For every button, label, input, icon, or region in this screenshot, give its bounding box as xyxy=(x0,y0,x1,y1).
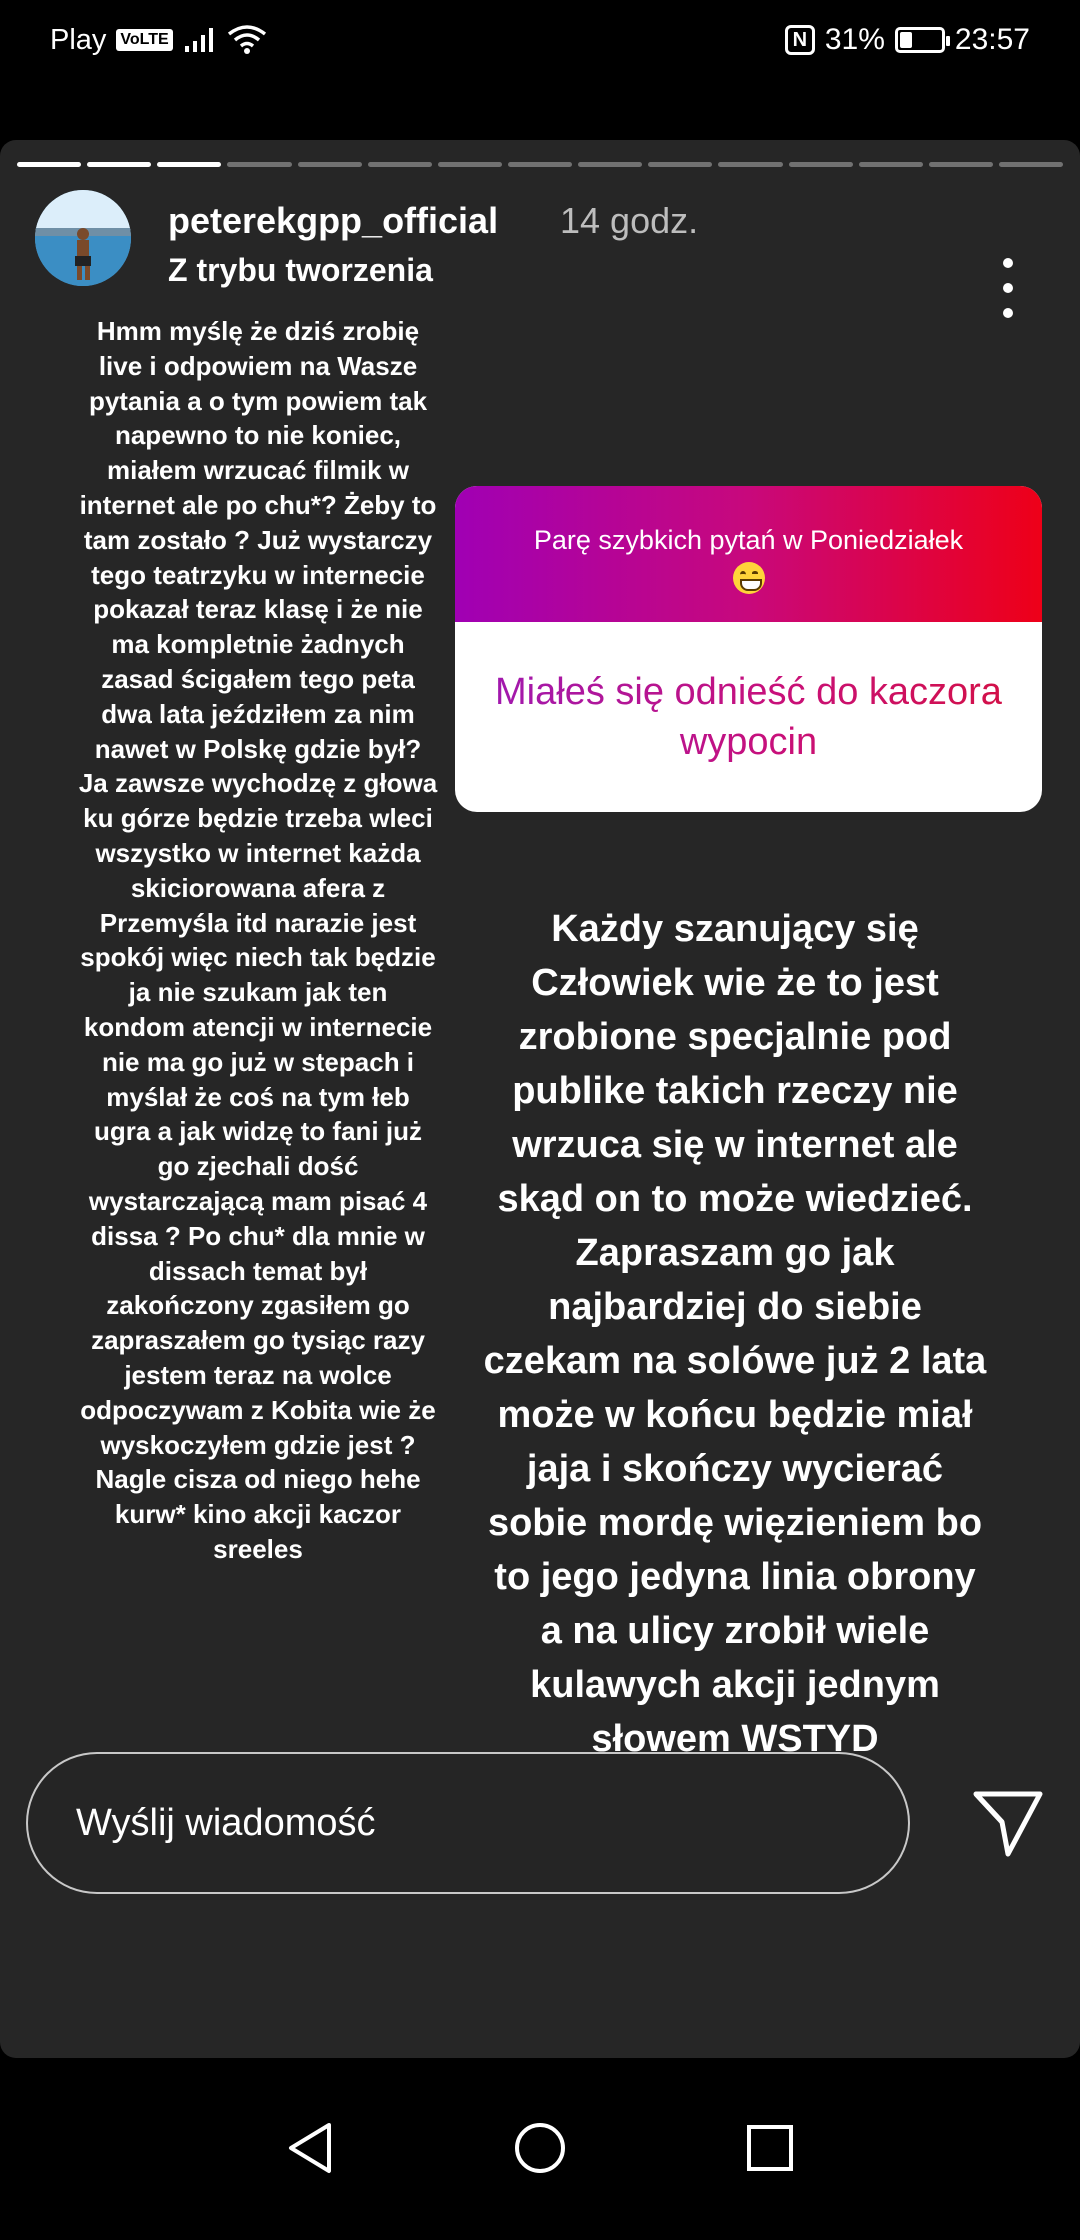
story-progress-segment xyxy=(578,162,642,167)
carrier-label: Play xyxy=(50,23,107,56)
message-placeholder: Wyślij wiadomość xyxy=(76,1801,376,1844)
story-progress-segment xyxy=(859,162,923,167)
story-username[interactable]: peterekgpp_official xyxy=(168,200,499,241)
grinning-face-icon xyxy=(733,562,765,594)
signal-icon xyxy=(183,26,217,54)
back-icon[interactable] xyxy=(275,2113,345,2183)
home-icon[interactable] xyxy=(505,2113,575,2183)
story-progress-segment xyxy=(929,162,993,167)
avatar-photo xyxy=(35,190,131,286)
more-options-icon[interactable] xyxy=(990,258,1026,318)
battery-icon xyxy=(895,27,945,53)
status-left xyxy=(50,20,267,60)
story-progress-segment xyxy=(789,162,853,167)
send-message-input[interactable] xyxy=(26,1752,910,1894)
avatar[interactable] xyxy=(35,190,131,286)
status-right xyxy=(785,20,1030,60)
question-sticker-header xyxy=(455,486,1042,622)
send-icon[interactable] xyxy=(972,1788,1044,1858)
story-progress-segment xyxy=(508,162,572,167)
story-progress-segment xyxy=(438,162,502,167)
story-progress-segment xyxy=(718,162,782,167)
story-header xyxy=(0,190,1080,300)
volte-badge: VoLTE xyxy=(116,29,172,51)
battery-percent: 31% xyxy=(824,23,885,56)
recents-icon[interactable] xyxy=(735,2113,805,2183)
question-sticker-answer: Miałeś się odnieść do kaczora wypocin xyxy=(455,622,1042,812)
status-bar xyxy=(0,0,1080,80)
system-nav-bar xyxy=(0,2058,1080,2240)
story-left-text: Hmm myślę że dziś zrobię live i odpowiem na Wasze pytania a o tym powiem tak napewno to nie koniec, miałem wrzucać filmik w internet ale po chu*? Żeby to tam zostało ? Już wystarczy tego teatrzyku w internecie pokazał teraz klasę i że nie ma kompletnie żadnych zasad ścigałem tego peta dwa lata jeździłem za nim nawet w Polskę gdzie był? Ja zawsze wychodzę z głowa ku górze będzie trzeba wleci wszystko w internet każda skiciorowana afera z Przemyśla itd narazie jest spokój więc niech tak będzie ja nie szukam jak ten kondom atencji w internecie nie ma go już w stepach i myślał że coś na tym łeb ugra a jak widzę to fani już go zjechali dość wystarczającą mam pisać 4 dissa ? Po chu* dla mnie w dissach temat był zakończony zgasiłem go zapraszałem go tysiąc razy jestem teraz na wolce odpoczywam z Kobita wie że wyskoczyłem gdzie jest ? Nagle cisza od niego hehe kurw* kino akcji kaczor sreeles xyxy=(78,316,438,1564)
story-progress-segment xyxy=(17,162,81,167)
story-time-ago: 14 godz. xyxy=(560,200,699,241)
clock: 23:57 xyxy=(954,23,1030,56)
nfc-icon: N xyxy=(785,25,815,55)
story-progress-segment xyxy=(648,162,712,167)
story-progress-segment xyxy=(157,162,221,167)
question-sticker-title: Parę szybkich pytań w Poniedziałek xyxy=(533,524,964,555)
story-progress-segment xyxy=(227,162,291,167)
story-progress-bar xyxy=(17,162,1063,167)
story-right-text: Każdy szanujący się Człowiek wie że to jest zrobione specjalnie pod publike takich rzeczy nie wrzuca się w internet ale skąd on to może wiedzieć. Zapraszam go jak najbardziej do siebie czekam na solówe już 2 lata może w końcu będzie miał jaja i skończy wycierać sobie mordę więzieniem bo to jego jedyna linia obrony a na ulicy zrobił wiele kulawych akcji jednym słowem WSTYD xyxy=(483,908,987,1760)
story-progress-segment xyxy=(87,162,151,167)
story-progress-segment xyxy=(368,162,432,167)
story-progress-segment xyxy=(999,162,1063,167)
story-progress-segment xyxy=(298,162,362,167)
question-sticker[interactable] xyxy=(455,486,1042,812)
wifi-icon xyxy=(227,24,267,56)
battery-fill xyxy=(900,32,912,48)
story-subtitle: Z trybu tworzenia xyxy=(168,252,433,288)
